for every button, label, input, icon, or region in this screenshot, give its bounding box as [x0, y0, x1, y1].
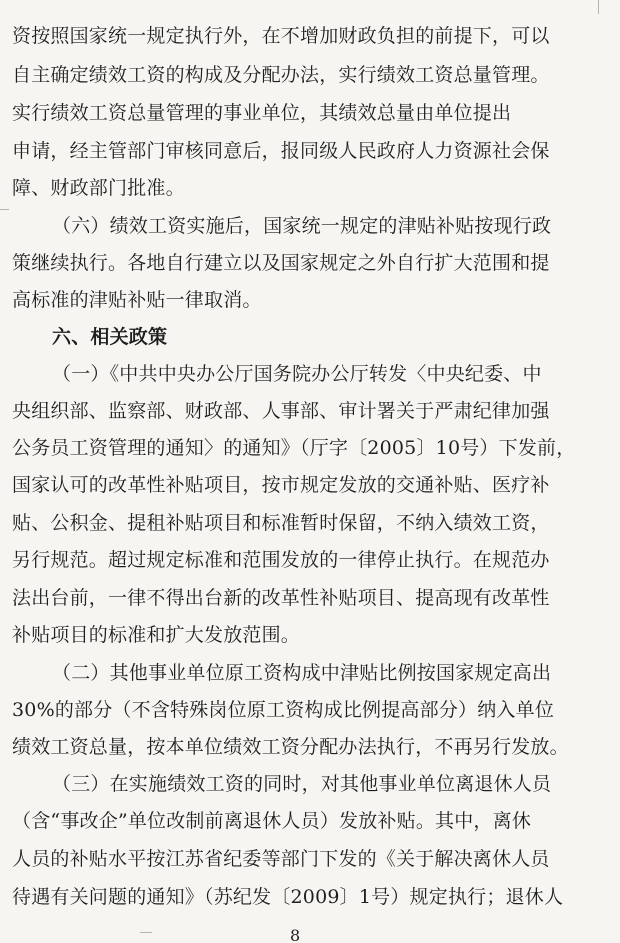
text-line: 绩效工资总量，按本单位绩效工资分配办法执行，不再另行发放。: [12, 736, 569, 758]
text-line: 高标准的津贴补贴一律取消。: [12, 289, 262, 311]
text-line: 策继续执行。各地自行建立以及国家规定之外自行扩大范围和提: [12, 252, 550, 274]
text-line: 障、财政部门批准。: [12, 177, 185, 199]
text-line: 30%的部分（不含特殊岗位原工资构成比例提高部分）纳入单位: [12, 699, 555, 721]
section-heading: 六、相关政策: [52, 326, 168, 348]
scan-artifact: [598, 0, 599, 14]
text-line: （二）其他事业单位原工资构成中津贴比例按国家规定高出: [52, 662, 552, 684]
text-line: 人员的补贴水平按江苏省纪委等部门下发的《关于解决离休人员: [12, 848, 550, 870]
text-line: 补贴项目的标准和扩大发放范围。: [12, 624, 301, 646]
text-line: 实行绩效工资总量管理的事业单位，其绩效总量由单位提出: [12, 102, 512, 124]
text-line: 另行规范。超过规定标准和范围发放的一律停止执行。在规范办: [12, 549, 550, 571]
text-line: （六）绩效工资实施后，国家统一规定的津贴补贴按现行政: [52, 215, 552, 237]
text-line: （一）《中共中央办公厅国务院办公厅转发〈中央纪委、中: [52, 363, 542, 385]
text-line: 待遇有关问题的通知》（苏纪发〔2009〕1号）规定执行；退休人: [12, 886, 564, 908]
text-line: 法出台前，一律不得出台新的改革性补贴项目、提高现有改革性: [12, 587, 550, 609]
scan-artifact: [140, 932, 152, 933]
page-number: 8: [290, 926, 301, 943]
text-line: 自主确定绩效工资的构成及分配办法，实行绩效工资总量管理。: [12, 64, 550, 86]
text-line: 申请，经主管部门审核同意后，报同级人民政府人力资源社会保: [12, 140, 550, 162]
text-line: （三）在实施绩效工资的同时，对其他事业单位离退休人员: [52, 773, 552, 795]
text-line: （含“事改企”单位改制前离退休人员）发放补贴。其中，离休: [12, 810, 532, 832]
scan-artifact: [0, 209, 9, 210]
text-line: 贴、公积金、提租补贴项目和标准暂时保留，不纳入绩效工资，: [12, 512, 550, 534]
text-line: 国家认可的改革性补贴项目，按市规定发放的交通补贴、医疗补: [12, 474, 550, 496]
text-line: 公务员工资管理的通知〉的通知》（厅字〔2005〕10号）下发前，: [12, 437, 576, 459]
text-line: 资按照国家统一规定执行外，在不增加财政负担的前提下，可以: [12, 25, 550, 47]
text-line: 央组织部、监察部、财政部、人事部、审计署关于严肃纪律加强: [12, 400, 550, 422]
